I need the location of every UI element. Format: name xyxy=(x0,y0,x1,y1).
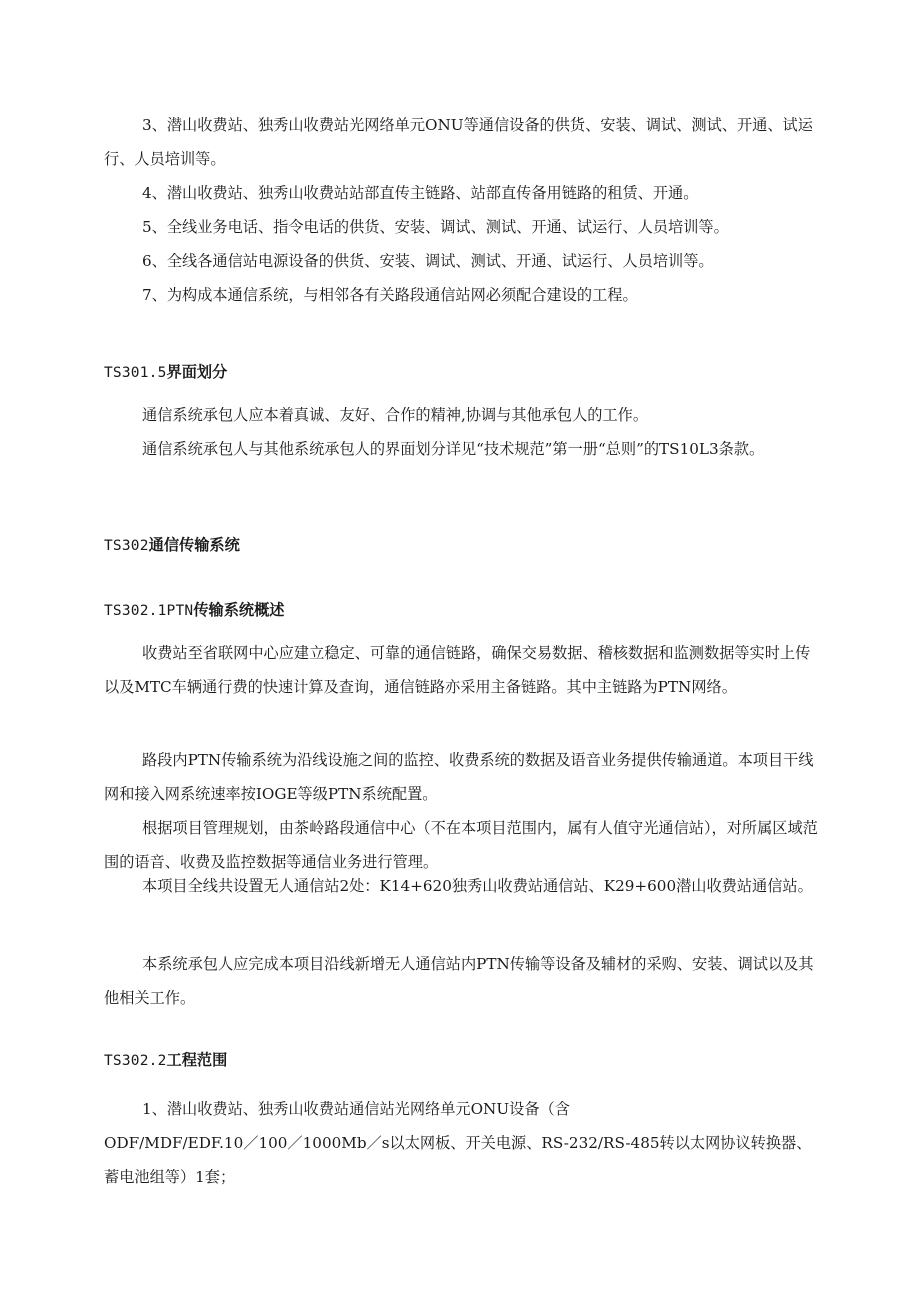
paragraph: 通信系统承包人应本着真诚、友好、合作的精神,协调与其他承包人的工作。 xyxy=(142,406,649,424)
section-title: 传输系统概述 xyxy=(193,601,285,619)
scope-item-3: 3、潜山收费站、独秀山收费站光网络单元ONU等通信设备的供货、安装、调试、测试、开通、试运行、人员培训等。 xyxy=(104,116,813,168)
paragraph: 通信系统承包人与其他系统承包人的界面划分详见“技术规范”第一册“总则”的TS10L3条款。 xyxy=(142,440,765,458)
section-heading-ts301-5 xyxy=(104,355,820,390)
paragraph: 本系统承包人应完成本项目沿线新增无人通信站内PTN传输等设备及辅材的采购、安装、调试以及其他相关工作。 xyxy=(104,955,814,1007)
scope-item-7: 7、为构成本通信系统，与相邻各有关路段通信站网必须配合建设的工程。 xyxy=(142,286,638,304)
paragraph: 收费站至省联网中心应建立稳定、可靠的通信链路，确保交易数据、稽核数据和监测数据等实时上传以及MTC车辆通行费的快速计算及查询，通信链路亦采用主备链路。其中主链路为PTN网络。 xyxy=(104,644,811,696)
section-code: TS302 xyxy=(104,538,149,554)
section-heading-ts302-2 xyxy=(104,1043,820,1078)
paragraph: 根据项目管理规划，由茶岭路段通信中心（不在本项目范围内，属有人值守光通信站），对所属区域范围的语音、收费及监控数据等通信业务进行管理。 xyxy=(104,819,818,871)
section-title: 工程范围 xyxy=(166,1051,228,1069)
section-title: 通信传输系统 xyxy=(148,536,240,554)
paragraph: 本项目全线共设置无人通信站2处：K14+620独秀山收费站通信站、K29+600潜山收费站通信站。 xyxy=(142,877,813,895)
section-heading-ts302 xyxy=(104,528,820,563)
section-code: TS302.1PTN xyxy=(104,603,194,619)
paragraph: 路段内PTN传输系统为沿线设施之间的监控、收费系统的数据及语音业务提供传输通道。本项目干线网和接入网系统速率按IOGE等级PTN系统配置。 xyxy=(104,751,814,803)
section-code: TS302.2 xyxy=(104,1053,167,1069)
scope-item-1-line-2: ODF/MDF/EDF.10／100／1000Mb／s以太网板、开关电源、RS-232/RS-485转以太网协议转换器、蓄电池组等）1套； xyxy=(104,1134,812,1186)
scope-item-5: 5、全线业务电话、指令电话的供货、安装、调试、测试、开通、试运行、人员培训等。 xyxy=(142,218,729,236)
section-heading-ts302-1 xyxy=(104,593,820,628)
scope-item-1-line-1: 1、潜山收费站、独秀山收费站通信站光网络单元ONU设备（含 xyxy=(142,1100,570,1118)
section-code: TS301.5 xyxy=(104,365,167,381)
section-title: 界面划分 xyxy=(166,363,228,381)
scope-item-6: 6、全线各通信站电源设备的供货、安装、调试、测试、开通、试运行、人员培训等。 xyxy=(142,252,714,270)
scope-item-4: 4、潜山收费站、独秀山收费站站部直传主链路、站部直传备用链路的租赁、开通。 xyxy=(142,184,699,202)
